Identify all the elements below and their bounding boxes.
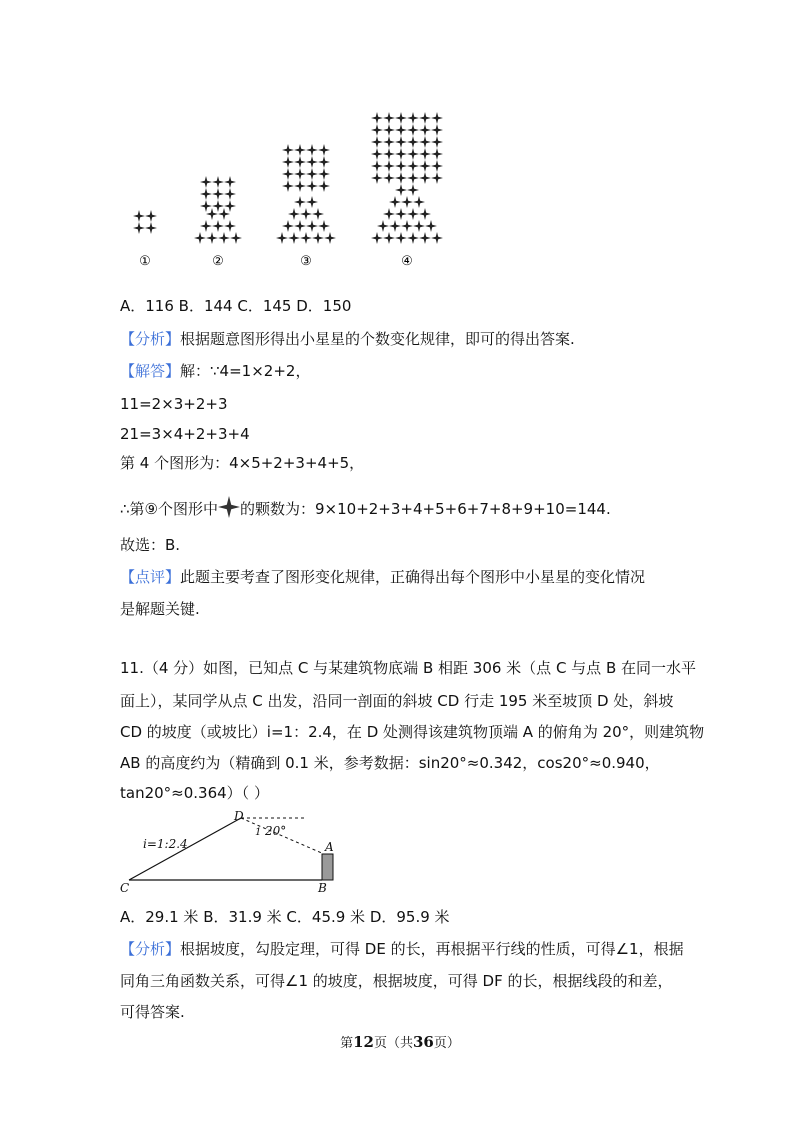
star-fig4 [389,196,401,208]
page-footer [0,1032,800,1051]
star-fig4 [401,196,413,208]
q11-line-5: tan20°≈0.364）（ ） [120,784,269,802]
star-fig4 [425,220,437,232]
star-fig2 [218,232,230,244]
star-fig4 [395,112,407,124]
star-fig4 [371,124,383,136]
star-fig4 [407,112,419,124]
star-fig4 [431,160,443,172]
star-fig3 [306,196,318,208]
star-fig4 [431,148,443,160]
q10-answer [120,360,310,382]
star-fig4 [413,196,425,208]
star-fig3 [306,168,318,180]
star-fig4 [395,172,407,184]
star-fig3 [294,180,306,192]
star-fig2 [200,176,212,188]
star-fig4 [431,136,443,148]
star-fig4 [371,232,383,244]
q10-choose: 故选：B. [120,536,181,554]
star-fig4 [407,148,419,160]
star-fig4 [383,136,395,148]
slope-ratio-label: i=1:2.4 [143,837,188,851]
star-fig3 [306,144,318,156]
analysis-tag: 【分析】 [120,330,181,348]
star-fig3 [318,156,330,168]
answer-tag: 【解答】 [120,362,181,380]
q11-analysis-text-1: 根据坡度，勾股定理，可得 DE 的长，再根据平行线的性质，可得∠1，根据 [180,940,684,958]
star-fig4 [371,148,383,160]
q10-review-1 [120,566,645,588]
star-fig2 [212,200,224,212]
star-fig3 [288,232,300,244]
star-fig4 [431,232,443,244]
star-fig2 [206,208,218,220]
figure-label-1: ① [139,254,151,269]
eq4-suffix: 的颗数为：9×10+2+3+4+5+6+7+8+9+10=144. [240,500,611,518]
q11-analysis-tag: 【分析】 [120,940,181,958]
star-fig4 [407,136,419,148]
q10-eq3: 第 4 个图形为：4×5+2+3+4+5， [120,454,365,472]
star-fig3 [288,208,300,220]
star-fig4 [371,136,383,148]
angle-20-label: 20° [265,824,287,838]
star-fig2 [212,176,224,188]
footer-suffix: 页） [433,1036,460,1051]
star-fig2 [194,232,206,244]
star-fig3 [282,168,294,180]
star-fig4 [431,124,443,136]
star-fig2 [230,232,242,244]
star-fig4 [431,172,443,184]
star-fig3 [324,232,336,244]
star-fig2 [200,188,212,200]
footer-prefix: 第 [340,1036,354,1051]
q10-eq4 [120,496,611,520]
star-fig3 [318,144,330,156]
star-fig4 [431,112,443,124]
star-fig4 [419,232,431,244]
point-b-label: B [318,881,327,895]
star-fig4 [395,124,407,136]
star-fig4 [383,160,395,172]
star-fig3 [282,156,294,168]
star-fig4 [371,160,383,172]
point-c-label: C [120,881,130,895]
star-fig1 [145,222,157,234]
star-fig4 [419,136,431,148]
star-fig4 [419,124,431,136]
review-text-1: 此题主要考查了图形变化规律，正确得出每个图形中小星星的变化情况 [180,568,646,586]
point-d-label: D [234,809,244,823]
star-fig1 [133,222,145,234]
star-fig2 [212,220,224,232]
star-fig3 [282,220,294,232]
star-fig4 [395,184,407,196]
q11-choices: A．29.1 米 B．31.9 米 C．45.9 米 D．95.9 米 [120,908,450,926]
slope-diagram [115,808,355,898]
figure-label-4: ④ [401,254,413,269]
star-fig4 [419,160,431,172]
q10-choices: A．116 B．144 C．145 D．150 [120,297,352,315]
star-fig4 [395,136,407,148]
star-fig3 [294,220,306,232]
q11-analysis-3: 可得答案. [120,1003,185,1021]
review-tag: 【点评】 [120,568,181,586]
q10-eq1: 11=2×3+2+3 [120,395,228,413]
star-fig4 [371,172,383,184]
q10-analysis [120,328,575,350]
star-fig3 [294,144,306,156]
star-fig3 [312,208,324,220]
star-fig2 [200,220,212,232]
star-fig2 [218,208,230,220]
star-fig4 [401,220,413,232]
small-star-icon [218,496,240,518]
q10-review-2: 是解题关键. [120,600,200,618]
eq4-prefix: ∴第⑨个图形中 [120,500,218,518]
star-fig4 [395,148,407,160]
star-groups [133,112,443,244]
star-fig4 [377,220,389,232]
star-fig2 [206,232,218,244]
star-fig3 [318,168,330,180]
star-fig3 [294,168,306,180]
q11-line-1: 11.（4 分）如图，已知点 C 与某建筑物底端 B 相距 306 米（点 C 与点 B 在同一水平 [120,659,697,677]
star-fig3 [282,144,294,156]
figure-label-2: ② [212,254,224,269]
star-fig3 [300,232,312,244]
q11-line-3: CD 的坡度（或坡比）i=1：2.4，在 D 处测得该建筑物顶端 A 的俯角为 20°，则建筑物 [120,723,705,741]
star-fig2 [224,188,236,200]
star-fig4 [419,172,431,184]
star-fig3 [306,180,318,192]
star-fig4 [407,208,419,220]
star-fig4 [407,172,419,184]
star-fig4 [419,148,431,160]
star-fig4 [395,160,407,172]
q11-analysis-2: 同角三角函数关系，可得∠1 的坡度，根据坡度，可得 DF 的长，根据线段的和差， [120,972,673,990]
star-fig3 [306,156,318,168]
figure-label-3: ③ [300,254,312,269]
star-fig4 [395,232,407,244]
star-pattern-figure [120,100,450,275]
point-a-label: A [325,840,334,854]
star-fig3 [312,232,324,244]
star-fig4 [383,172,395,184]
star-fig4 [407,184,419,196]
star-fig4 [383,232,395,244]
q11-line-4: AB 的高度约为（精确到 0.1 米，参考数据：sin20°≈0.342，cos20°≈0.940， [120,754,660,772]
star-fig4 [371,112,383,124]
star-fig1 [133,210,145,222]
star-fig2 [200,200,212,212]
star-fig2 [212,188,224,200]
star-fig4 [407,160,419,172]
star-fig4 [383,148,395,160]
star-fig4 [389,220,401,232]
star-fig2 [224,220,236,232]
q11-line-2: 面上），某同学从点 C 出发，沿同一剖面的斜坡 CD 行走 195 米至坡顶 D 处，斜坡 [120,692,674,710]
star-fig4 [383,124,395,136]
star-fig4 [383,112,395,124]
star-fig3 [318,180,330,192]
star-fig3 [294,196,306,208]
star-fig4 [395,208,407,220]
star-fig3 [276,232,288,244]
analysis-text: 根据题意图形得出小星星的个数变化规律，即可的得出答案. [180,330,575,348]
star-fig2 [224,200,236,212]
star-fig4 [419,208,431,220]
star-fig4 [383,208,395,220]
answer-text: 解：∵4=1×2+2， [180,362,311,380]
star-fig2 [224,176,236,188]
star-fig4 [407,124,419,136]
footer-page: 12 [353,1033,374,1051]
star-fig1 [145,210,157,222]
footer-middle: 页（共 [373,1036,413,1051]
q10-eq2: 21=3×4+2+3+4 [120,425,250,443]
star-fig4 [413,220,425,232]
star-fig4 [419,112,431,124]
star-fig3 [300,208,312,220]
footer-total: 36 [413,1033,434,1051]
star-fig3 [294,156,306,168]
star-fig3 [306,220,318,232]
star-fig3 [318,220,330,232]
star-fig4 [407,232,419,244]
q11-analysis-1 [120,938,684,960]
angle-1-label: 1 [255,827,262,838]
star-fig3 [282,180,294,192]
